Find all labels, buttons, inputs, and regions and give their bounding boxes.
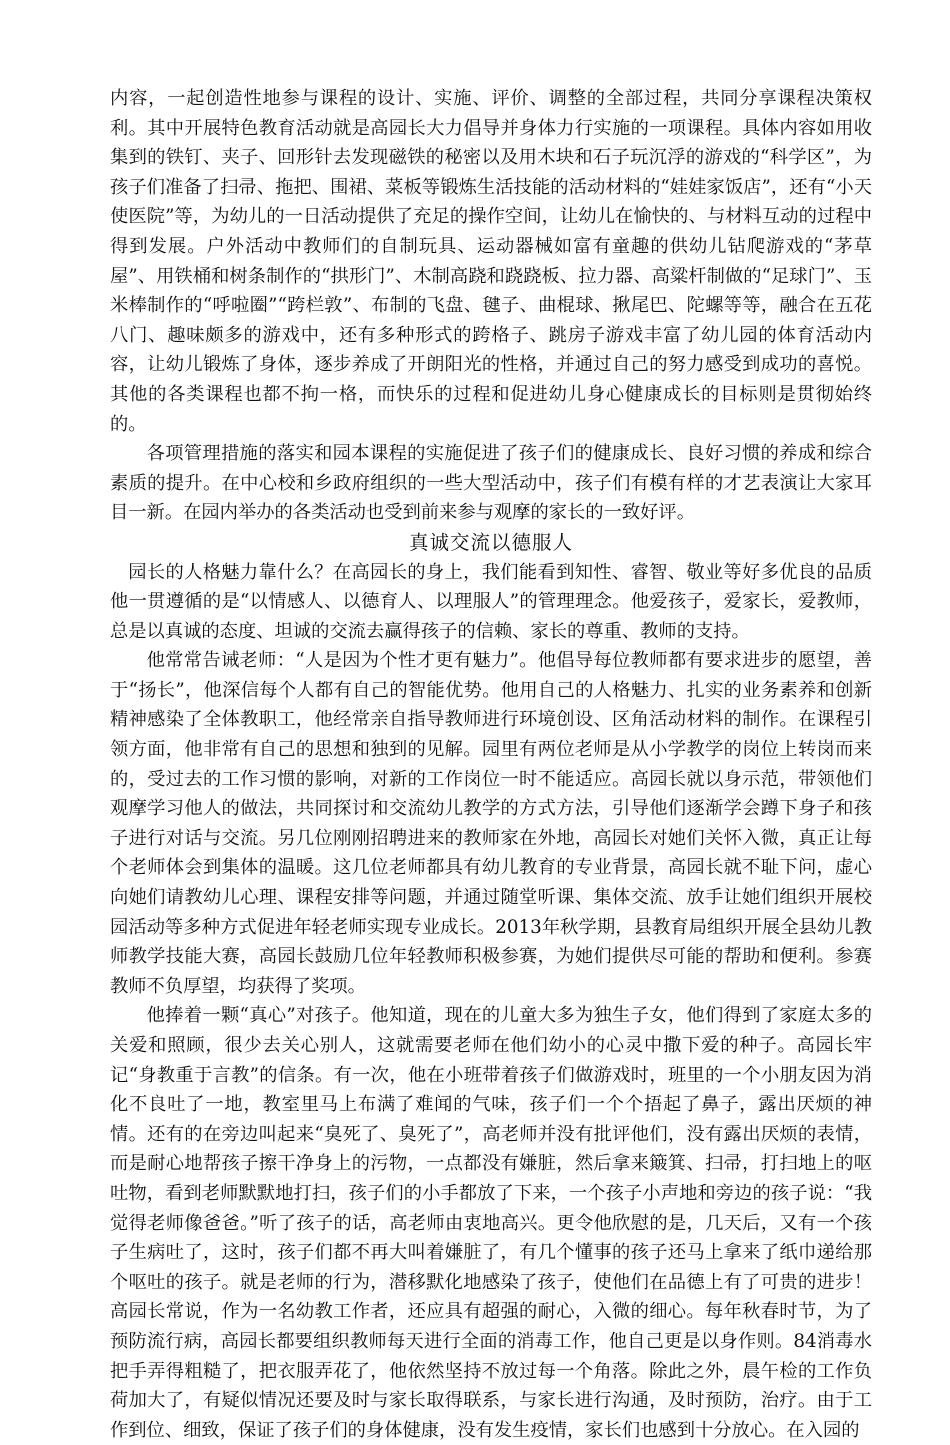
body-paragraph: 内容，一起创造性地参与课程的设计、实施、评价、调整的全部过程，共同分享课程决策权利。其中开展特色教育活动就是高园长大力倡导并身体力行实施的一项课程。具体内容如用收集到的铁钉、夹子、回形针去发现磁铁的秘密以及用木块和石子玩沉浮的游戏的“科学区”，为孩子们准备了扫帚、拖把、围裙、菜板等锻炼生活技能的活动材料的“娃娃家饭店”，还有“小天使医院”等，为幼儿的一日活动提供了充足的操作空间，让幼儿在愉快的、与材料互动的过程中得到发展。户外活动中教师们的自制玩具、运动器械如富有童趣的供幼儿钻爬游戏的“茅草屋”、用铁桶和树条制作的“拱形门”、木制高跷和跷跷板、拉力器、高粱杆制做的“足球门”、玉米棒制作的“呼啦圈”“跨栏敦”、布制的飞盘、毽子、曲棍球、揪尾巴、陀螺等等，融合在五花八门、趣味颇多的游戏中，还有多种形式的跨格子、跳房子游戏丰富了幼儿园的体育活动内容，让幼儿锻炼了身体，逐步养成了开朗阳光的性格，并通过自己的努力感受到成功的喜悦。其他的各类课程也都不拘一格，而快乐的过程和促进幼儿身心健康成长的目标则是贯彻始终的。 bbox=[110, 88, 872, 435]
body-paragraph: 他捧着一颗“真心”对孩子。他知道，现在的儿童大多为独生子女，他们得到了家庭太多的关爱和照顾，很少去关心别人，这就需要老师在他们幼小的心灵中撒下爱的种子。高园长牢记“身教重于言教”的信条。有一次，他在小班带着孩子们做游戏时，班里的一个小朋友因为消化不良吐了一地，教室里马上布满了难闻的气味，孩子们一个个捂起了鼻子，露出厌烦的神情。还有的在旁边叫起来“臭死了、臭死了”，高老师并没有批评他们，没有露出厌烦的表情，而是耐心地帮孩子擦干净身上的污物，一点都没有嫌脏，然后拿来簸箕、扫帚，打扫地上的呕吐物，看到老师默默地打扫，孩子们的小手都放了下来，一个孩子小声地和旁边的孩子说：“我觉得老师像爸爸。”听了孩子的话，高老师由衷地高兴。更令他欣慰的是，几天后，又有一个孩子生病吐了，这时，孩子们都不再大叫着嫌脏了，有几个懂事的孩子还马上拿来了纸巾递给那个呕吐的孩子。就是老师的行为，潜移默化地感染了孩子，使他们在品德上有了可贵的进步！高园长常说，作为一名幼教工作者，还应具有超强的耐心，入微的细心。每年秋春时节，为了预防流行病，高园长都要组织教师每天进行全面的消毒工作，他自己更是以身作则。84消毒水把手弄得粗糙了，把衣服弄花了，他依然坚持不放过每一个角落。除此之外，晨午检的工作负荷加大了，有疑似情况还要及时与家长取得联系，与家长进行沟通，及时预防，治疗。由于工作到位、细致，保证了孩子们的身体健康，没有发生疫情，家长们也感到十分放心。在入园的 bbox=[110, 1005, 872, 1441]
body-paragraph: 各项管理措施的落实和园本课程的实施促进了孩子们的健康成长、良好习惯的养成和综合素质的提升。在中心校和乡政府组织的一些大型活动中，孩子们有模有样的才艺表演让大家耳目一新。在园内举办的各类活动也受到前来参与观摩的家长的一致好评。 bbox=[110, 443, 872, 524]
section-heading: 真诚交流以德服人 bbox=[408, 530, 573, 554]
body-paragraph: 园长的人格魅力靠什么？在高园长的身上，我们能看到知性、睿智、敬业等好多优良的品质他一贯遵循的是“以情感人、以德育人、以理服人”的管理理念。他爱孩子，爱家长，爱教师，总是以真诚的态度、坦诚的交流去赢得孩子的信赖、家长的尊重、教师的支持。 bbox=[110, 561, 872, 642]
body-paragraph: 他常常告诫老师：“人是因为个性才更有魅力”。他倡导每位教师都有要求进步的愿望，善于“扬长”，他深信每个人都有自己的智能优势。他用自己的人格魅力、扎实的业务素养和创新精神感染了全体教职工，他经常亲自指导教师进行环境创设、区角活动材料的制作。在课程引领方面，他非常有自己的思想和独到的见解。园里有两位老师是从小学教学的岗位上转岗而来的，受过去的工作习惯的影响，对新的工作岗位一时不能适应。高园长就以身示范，带领他们观摩学习他人的做法，共同探讨和交流幼儿教学的方式方法，引导他们逐渐学会蹲下身子和孩子进行对话与交流。另几位刚刚招聘进来的教师家在外地，高园长对她们关怀入微，真正让每个老师体会到集体的温暖。这几位老师都具有幼儿教育的专业背景，高园长就不耻下问，虚心向她们请教幼儿心理、课程安排等问题，并通过随堂听课、集体交流、放手让她们组织开展校园活动等多种方式促进年轻老师实现专业成长。2013年秋学期，县教育局组织开展全县幼儿教师教学技能大赛，高园长鼓励几位年轻教师积极参赛，为她们提供尽可能的帮助和便利。参赛教师不负厚望，均获得了奖项。 bbox=[110, 650, 872, 997]
